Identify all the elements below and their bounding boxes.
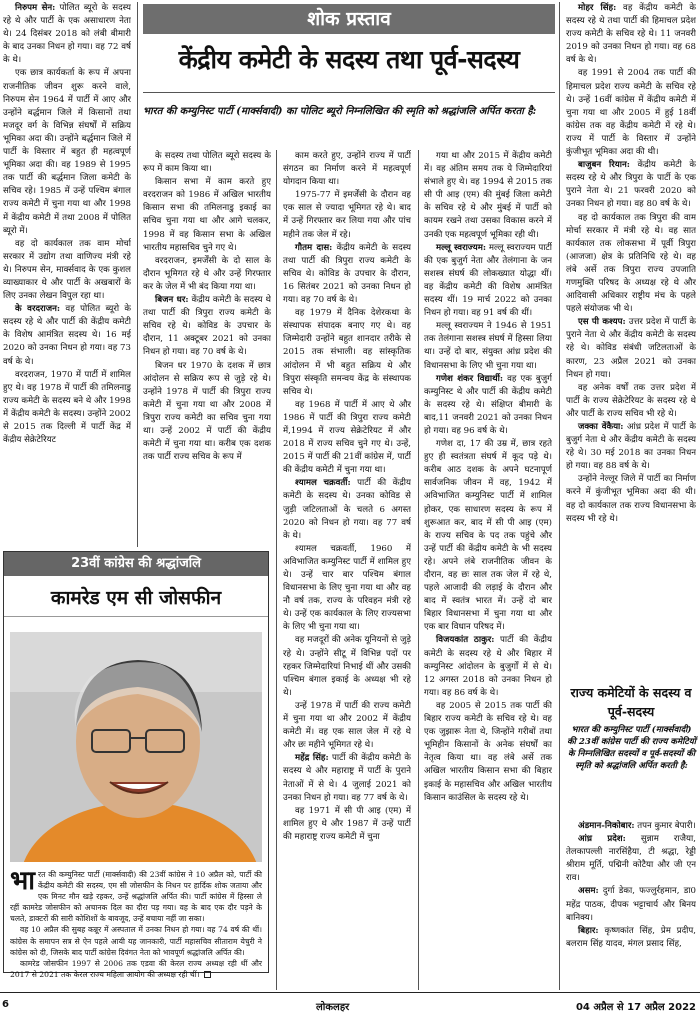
- tribute-name: कामरेड एम सी जोसफीन: [4, 576, 268, 617]
- footer: [0, 993, 700, 1013]
- column-1: [3, 2, 131, 547]
- headline-rule: [143, 92, 555, 93]
- paragraph: [283, 399, 411, 478]
- paragraph: [143, 294, 271, 359]
- column-4: [424, 150, 552, 988]
- banner-title: शोक प्रस्ताव: [143, 4, 555, 34]
- paragraph-text: वह 2005 से 2015 तक पार्टी की बिहार राज्य कमेटी के सचिव रहे थे। वह एक जुझारू नेता थे, जिन्होंने गरीबों तथा भूमिहीन किसानों के अनेक संघर्षों का नेतृत्व किया था। वह लंबे अर्से तक अखिल भारतीय किसान सभा की बिहार इकाई के महासचिव और अखिल भारतीय किसान काउंसिल के सदस्य रहे थे।: [424, 700, 552, 803]
- paragraph: [424, 700, 552, 805]
- portrait-illustration: [10, 632, 262, 862]
- paragraph-text: काम करते हुए, उन्होंने राज्य में पार्टी संगठन का निर्माण करने में महत्वपूर्ण योगदान किया था।: [283, 151, 411, 188]
- name-lead: गौतम दास:: [295, 242, 333, 253]
- paragraph: [566, 159, 696, 211]
- column-5: [566, 2, 696, 670]
- tribute-para-1: रत की कम्युनिस्ट पार्टी (मार्क्सवादी) की 23वीं कांग्रेस ने 10 अप्रैल को, पार्टी की केंद्रीय कमेटी की सदस्य, एम सी जोसफीन के निधन पर हार्दिक शोक जताया और एक मिनट मौन खड़े रहकर, उन्हें श्रद्धांजलि अर्पित की। पार्टी कांग्रेस में हिस्सा ले रहीं कामरेड जोसफीन को अचानक दिल का दौरा पड़ गया। वह के बाद एक दौर पड़ने के चलते, डाक्टरों की सारी कोशिशों के बावजूद, उन्हें बचाया नहीं जा सका।: [10, 870, 262, 924]
- paragraph: [283, 242, 411, 307]
- paragraph: [424, 634, 552, 699]
- paragraph-text: आंध्र प्रदेश में पार्टी के बुजुर्ग नेता थे और केंद्रीय कमेटी के सदस्य रहे थे। 30 मई 2018 का उनका निधन हो गया। वह 88 वर्ष के थे।: [566, 422, 696, 472]
- name-lead: निरुपम सेन:: [15, 3, 56, 13]
- paragraph-text: वरदराजन, इमर्जेंसी के दो साल के दौरान भूमिगत रहे थे और उन्हें गिरफ्तार कर के जेल में भी बंद किया गया था।: [143, 255, 271, 292]
- paragraph: [566, 421, 696, 473]
- column-rule: [276, 150, 277, 990]
- paragraph-text: दुर्गा डेका, फज्लुर्रहमान, डा0 महेंद्र पाठक, दीपक भट्टाचार्य और बिनय बानिक्य।: [566, 886, 696, 923]
- column-rule: [137, 2, 138, 547]
- paragraph-text: वह एक बुजुर्ग कम्युनिस्ट थे और पार्टी की केंद्रीय कमेटी के सदस्य रहे थे। संक्षिप्त बीमारी के बाद,11 जनवरी 2021 को उनका निधन हो गया। वह 96 वर्ष के थे।: [424, 373, 552, 436]
- paragraph: [283, 752, 411, 804]
- paragraph-text: पार्टी की केंद्रीय कमेटी के सदस्य रहे थे और बिहार में कम्युनिस्ट आंदोलन के बुजुर्गों में से थे। 12 अगस्त 2018 को उनका निधन हो गया। वह 86 वर्ष के थे।: [424, 635, 552, 698]
- paragraph: [3, 303, 131, 368]
- column-rule: [559, 2, 560, 990]
- name-lead: बिजन धर:: [155, 295, 189, 306]
- paragraph: [424, 438, 552, 634]
- paragraph: [143, 360, 271, 465]
- column-2: [143, 150, 271, 542]
- paragraph: [566, 212, 696, 317]
- end-mark-icon: [204, 971, 211, 978]
- paragraph-text: मल्लू स्वराज्यम पार्टी की एक बुजुर्ग नेता और तेलंगाना के जन सशस्त्र संघर्ष की लोकख्यात योद्धा थीं। वह केंद्रीय कमेटी की विशेष आमंत्रित सदस्य थीं। 19 मार्च 2022 को उनका निधन हो गया। वह 91 वर्ष की थीं।: [424, 242, 552, 319]
- tribute-box: [3, 551, 269, 979]
- paragraph-text: वह पोलित ब्यूरो के सदस्य रहे थे और पार्टी की केंद्रीय कमेटी के विशेष आमंत्रित सदस्य थे। 16 मई 2020 को उनका निधन हो गया। वह 73 वर्ष के थे।: [3, 304, 131, 367]
- tribute-para-2: वह 10 अप्रैल की सुबह कन्नूर में अस्पताल में उनका निधन हो गया। वह 74 वर्ष की थीं। कांग्रेस के समापन सत्र से ऐन पहले आयी यह जानकारी, पार्टी महासचिव सीताराम येचुरी ने कांग्रेस को दी, जिसके बाद पार्टी कांग्रेस दिवंगत नेता को भावपूर्ण श्रद्धांजलि अर्पित की।: [10, 925, 262, 957]
- name-lead: मोहर सिंह:: [578, 3, 617, 13]
- paragraph: [424, 320, 552, 372]
- name-lead: के वरदराजन:: [15, 304, 61, 315]
- paragraph: [3, 238, 131, 303]
- paragraph: [3, 2, 131, 67]
- paragraph-text: बिजन धर 1970 के दशक में छात्र आंदोलन से सक्रिय रूप से जुड़े रहे थे। उन्होंने 1978 में पार्टी की त्रिपुरा राज्य कमेटी में चुना गया था और 2008 में त्रिपुरा राज्य कमेटी का सचिव चुना गया था। उन्हें 2002 में पार्टी की केंद्रीय कमेटी में चुना गया था। करीब एक दशक तक पार्टी राज्य सचिव के रूप में: [143, 360, 271, 463]
- paragraph: [566, 473, 696, 525]
- column-rule: [418, 150, 419, 990]
- name-lead: असम:: [578, 886, 599, 897]
- portrait-photo: [10, 632, 262, 862]
- paragraph-text: एक छात्र कार्यकर्ता के रूप में अपना राजनीतिक जीवन शुरू करने वाले, निरुपम सेन 1964 में पार्टी में आए और उन्होंने बर्द्धमान जिले में किसानों तथा मजदूर वर्ग के विभिन्न संघर्षों में सक्रिय भूमिका अदा की। उन्होंने बर्द्धमान जिले में पार्टी के विस्तार में बहुत ही महत्वपूर्ण भूमिका अदा की। वह 1989 से 1995 तक पार्टी की बर्द्धमान जिला कमेटी के सचिव रहे। 1985 में उन्हें पश्चिम बंगाल राज्य कमेटी में चुना गया था और 1998 में केंद्रीय कमेटी में तथा 2008 में पोलित ब्यूरो में।: [3, 68, 131, 236]
- paragraph-text: के सदस्य तथा पोलित ब्यूरो सदस्य के रूप में काम किया था।: [143, 151, 271, 175]
- paragraph-text: केंद्रीय कमेटी के सदस्य रहे थे और त्रिपुरा के पार्टी के एक पुराने नेता थे। 21 फरवरी 2020 को उनका निधन हो गया। वह 80 वर्ष के थे।: [566, 160, 696, 210]
- paragraph: [566, 833, 696, 885]
- paragraph-text: वह 1971 में सी पी आइ (एम) में शामिल हुए थे और 1987 में उन्हें पार्टी की महाराष्ट्र राज्य कमेटी में चुना: [283, 805, 411, 842]
- paragraph: [566, 67, 696, 159]
- paragraph-text: वह 1979 में दैनिक देशेरकथा के संस्थापक संपादक बनाए गए थे। वह जिम्मेदारी उन्होंने बहुत शानदार तरीके से 2015 तक संभाली। वह सांस्कृतिक आंदोलन में भी बहुत सक्रिय थे और त्रिपुरा संस्कृति समन्वय केंद्र के संस्थापक सचिव थे।: [283, 308, 411, 397]
- paragraph-text: तपन कुमार बेपारी।: [634, 821, 696, 831]
- paragraph: [283, 634, 411, 699]
- paragraph: [566, 925, 696, 951]
- paragraph-text: पोलित ब्यूरो के सदस्य रहे थे और पार्टी के एक असाधारण नेता थे। 24 दिसंबर 2018 को लंबी बीमारी के बाद उनका निधन हो गया। वह 72 वर्ष के थे।: [3, 3, 131, 66]
- paragraph-text: मल्लू स्वराज्यम ने 1946 से 1951 तक तेलंगाना सशस्त्र संघर्ष में हिस्सा लिया था। उन्हें दो बार, संयुक्त आंध्र प्रदेश की विधानसभा के लिए भी चुना गया था।: [424, 321, 552, 371]
- paragraph-text: वरदराजन, 1970 में पार्टी में शामिल हुए थे। वह 1978 में पार्टी की तमिलनाडु राज्य कमेटी के सदस्य बने थे और 1998 में केंद्रीय कमेटी के सदस्य। उन्होंने 2002 से 2015 तक दिल्ली में पार्टी केंद्र में केंद्रीय सेक्रेटेरियट: [3, 369, 131, 446]
- column-3: [283, 150, 411, 988]
- paragraph: [3, 369, 131, 448]
- paragraph-text: किसान सभा में काम करते हुए वरदराजन को 1986 में अखिल भारतीय किसान सभा की तमिलनाडु इकाई का सचिव चुना गया था और आगे चलकर, 1998 में वह किसान सभा के अखिल भारतीय महासचिव चुने गए थे।: [143, 177, 271, 253]
- paragraph: [283, 805, 411, 844]
- paragraph: [283, 307, 411, 399]
- paragraph-text: केंद्रीय कमेटी के सदस्य तथा पार्टी की त्रिपुरा राज्य कमेटी के सचिव थे। कोविड के उपचार के दौरान, 16 सितंबर 2021 को उनका निधन हो गया। वह 70 वर्ष के थे।: [283, 242, 411, 306]
- state-committees-intro: भारत की कम्युनिस्ट पार्टी (मार्क्सवादी) की 23वीं कांग्रेस पार्टी की राज्य कमेटियों के निम्नलिखित सदस्यों व पूर्व-सदस्यों की स्मृति को श्रद्धांजलि अर्पित करती है:: [567, 725, 696, 771]
- name-lead: आंध्र प्रदेश:: [578, 834, 626, 845]
- paragraph-text: वह 1968 में पार्टी में आए थे और 1986 में पार्टी की त्रिपुरा राज्य कमेटी में,1994 में राज्य सेक्रेटेरियट में और 2018 में राज्य सचिव चुने गए थे। उन्हें, 2015 में पार्टी की 21वीं कांग्रेस में, पार्टी की केंद्रीय कमेटी में चुना गया था।: [283, 399, 411, 476]
- paragraph-text: वह अनेक वर्षों तक उत्तर प्रदेश में पार्टी के राज्य सेक्रेटेरियट के सदस्य रहे थे और पार्टी के राज्य सचिव भी रहे थे।: [566, 382, 696, 419]
- paragraph-text: वह मजदूरों की अनेक यूनियनों से जुड़े रहे थे। उन्होंने सीटू में विभिन्न पदों पर रहकर जिम्मेदारियां निभाई थीं और उसकी पश्चिम बंगाल इकाई के अध्यक्ष भी रहे थे।: [283, 635, 411, 698]
- paragraph-text: कृष्णकांत सिंह, प्रेम प्रदीप, बलराम सिंह यादव, मंगल प्रसाद सिंह,: [566, 925, 696, 949]
- publication-name: लोकलहर: [316, 1002, 350, 1013]
- paragraph: [566, 382, 696, 421]
- paragraph: [143, 176, 271, 255]
- name-lead: विजयकांत ठाकुर:: [436, 635, 495, 646]
- name-lead: बाजुबन रियान:: [578, 160, 630, 171]
- name-lead: एस पी कश्यप:: [578, 317, 626, 328]
- name-lead: श्यामल चक्रवर्ती:: [295, 478, 351, 489]
- paragraph-text: पार्टी की केंद्रीय कमेटी के सदस्य थे और महाराष्ट्र में पार्टी के पुराने नेताओं में से थे। 4 जुलाई 2021 को उनका निधन हो गया। वह 77 वर्ष के थे।: [283, 753, 411, 803]
- paragraph: [424, 242, 552, 321]
- paragraph-text: केंद्रीय कमेटी के सदस्य थे तथा पार्टी की त्रिपुरा राज्य कमेटी के सचिव रहे थे। कोविड के उपचार के दौरान, 11 अक्टूबर 2021 को उनका निधन हो गया। वह 70 वर्ष के थे।: [143, 295, 271, 358]
- paragraph-text: गणेश दा, 17 की उम्र में, छात्र रहते हुए ही स्वतंत्रता संघर्ष में कूद पड़े थे। करीब आठ दशक के अपने घटनापूर्ण सार्वजनिक जीवन में वह, 1942 में अविभाजित कम्युनिस्ट पार्टी में शामिल होकर, एक साधारण सदस्य के रूप में शुरूआत कर, बाद में सी पी आइ (एम) के राज्य सचिव के पद तक पहुंचे और उन्हें पार्टी की केंद्रीय कमेटी के भी सदस्य रहे। अपने लंबे राजनीतिक जीवन के दौरान, वह छः साल तक जेल में रहे थे, पहले आजादी की लड़ाई के दौरान और बाद में स्वतंत्र भारत में। उन्हें दो बार बिहार विधानसभा में चुना गया था और एक बार विधान परिषद में।: [424, 439, 552, 633]
- paragraph: [566, 820, 696, 833]
- paragraph: [143, 150, 271, 176]
- paragraph-text: उत्तर प्रदेश में पार्टी के पुराने नेता थे और केंद्रीय कमेटी के सदस्य रहे थे। कोविड संबंधी जटिलताओं के कारण, 23 अप्रैल 2021 को उनका निधन हो गया।: [566, 317, 696, 380]
- name-lead: मल्लू स्वराज्यम:: [436, 242, 487, 253]
- name-lead: गणेश शंकर विद्यार्थी:: [436, 373, 504, 384]
- paragraph-text: 1975-77 में इमर्जेंसी के दौरान वह एक साल से ज्यादा भूमिगत रहे थे। बाद में उन्हें गिरफ्तार कर लिया गया और पांच महीने तक जेल में रहे।: [283, 190, 411, 240]
- paragraph: [566, 885, 696, 924]
- paragraph-text: उन्हें 1978 में पार्टी की राज्य कमेटी में चुना गया था और 2002 में केंद्रीय कमेटी में। वह एक साल जेल में रहे थे और छः महीने भूमिगत रहे थे।: [283, 700, 411, 751]
- issue-dates: 04 अप्रैल से 17 अप्रैल 2022: [575, 1002, 696, 1013]
- paragraph: [283, 189, 411, 241]
- tribute-text: [10, 866, 262, 980]
- paragraph-text: वह केंद्रीय कमेटी के सदस्य रहे थे तथा पार्टी की हिमाचल प्रदेश राज्य कमेटी के सचिव रहे थे। 11 जनवरी 2019 को उनका निधन हो गया। वह 68 वर्ष के थे।: [566, 3, 696, 66]
- paragraph-text: वह दो कार्यकाल तक वाम मोर्चा सरकार में उद्योग तथा वाणिज्य मंत्री रहे थे। निरुपम सेन, मार्क्सवाद के एक कुशल व्याख्याकार थे और पार्टी के अखबारों के लिए उनका लेखन विपुल रहा था।: [3, 238, 131, 302]
- paragraph: [283, 700, 411, 752]
- paragraph: [283, 150, 411, 189]
- paragraph: [3, 67, 131, 237]
- paragraph-text: सुन्नाम राजैया, तेलकापल्ली नारसिंहैया, टी श्रद्धा, रेड्डी श्रीराम मूर्ति, पद्मिनी कोटैया और जी एन राव।: [566, 834, 696, 884]
- paragraph-text: गया था और 2015 में केंद्रीय कमेटी में। वह अंतिम समय तक ये जिम्मेदारियां संभाले हुए थे। वह 1994 से 2015 तक सी पी आइ (एम) की मुंबई जिला कमेटी के सचिव रहे थे और मुंबई में पार्टी को कायम रखने तथा उसका विकास करने में उनकी एक महत्वपूर्ण भूमिका रही थी।: [424, 151, 552, 240]
- state-committees-list: [566, 820, 696, 990]
- paragraph: [283, 477, 411, 542]
- drop-cap: भा: [10, 866, 36, 896]
- state-committees-heading: राज्य कमेटियों के सदस्य व पूर्व-सदस्य: [570, 685, 692, 719]
- paragraph-text: पार्टी की केंद्रीय कमेटी के सदस्य थे। उनका कोविड से जुड़ी जटिलताओं के चलते 6 अगस्त 2020 को निधन हो गया। वह 77 वर्ष के थे।: [283, 478, 411, 541]
- paragraph-text: वह 1991 से 2004 तक पार्टी की हिमाचल प्रदेश राज्य कमेटी के सचिव रहे थे। उन्हें 16वीं कांग्रेस में केंद्रीय कमेटी में चुना गया था और 2005 में हुई 18वीं कांग्रेस तक वह केंद्रीय कमेटी में रहे थे। राज्य में पार्टी के विस्तार में उन्होंने कुंजीभूत भूमिका अदा की थी।: [566, 68, 696, 158]
- paragraph: [143, 255, 271, 294]
- name-lead: अंडमान-निकोबार:: [578, 821, 635, 831]
- paragraph-text: उन्होंने नेल्लूर जिले में पार्टी का निर्माण करने में कुंजीभूत भूमिका अदा की थी। वह दो कार्यकाल तक राज्य विधानसभा के सदस्य भी रहे थे।: [566, 474, 696, 524]
- paragraph-text: वह दो कार्यकाल तक त्रिपुरा की वाम मोर्चा सरकार में मंत्री रहे थे। वह सात कार्यकाल तक लोकसभा में पूर्वी त्रिपुरा (आजजा) क्षेत्र के प्रतिनिधि रहे थे। वह लंबे अर्से तक त्रिपुरा राज्य उपजाति गणमुक्ति परिषद के अध्यक्ष रहे थे और आदिवासी अधिकार राष्ट्रीय मंच के पहले पहले संयोजक भी थे।: [566, 212, 696, 315]
- name-lead: जक्का वेंकैया:: [578, 422, 624, 432]
- tribute-para-3: कामरेड जोसफीन 1997 से 2006 तक एडवा की केरल राज्य अध्यक्ष रही थीं और 2017 से 2021 तक केरल राज्य महिला आयोग की अध्यक्ष रही थीं।: [10, 958, 262, 979]
- tribute-box-heading: 23वीं कांग्रेस की श्रद्धांजलि: [4, 552, 268, 576]
- paragraph: [566, 316, 696, 381]
- intro-text: भारत की कम्युनिस्ट पार्टी (मार्क्सवादी) का पोलिट ब्यूरो निम्नलिखित की स्मृति को श्रद्धांजलि अर्पित करता है:: [143, 106, 537, 117]
- page-number: 6: [2, 999, 9, 1010]
- paragraph: [424, 373, 552, 438]
- paragraph-text: श्यामल चक्रवर्ती, 1960 में अविभाजित कम्युनिस्ट पार्टी में शामिल हुए थे। उन्हें चार बार पश्चिम बंगाल विधानसभा के लिए चुना गया था और वह नौ वर्ष तक, राज्य के परिवहन मंत्री रहे थे। उन्हें एक कार्यकाल के लिए राज्यसभा के लिए भी चुना गया था।: [283, 543, 411, 633]
- paragraph: [566, 2, 696, 67]
- headline: केंद्रीय कमेटी के सदस्य तथा पूर्व-सदस्य: [178, 45, 520, 74]
- name-lead: महेंद्र सिंह:: [295, 753, 329, 764]
- paragraph: [283, 543, 411, 635]
- paragraph: [424, 150, 552, 242]
- name-lead: बिहार:: [578, 925, 599, 936]
